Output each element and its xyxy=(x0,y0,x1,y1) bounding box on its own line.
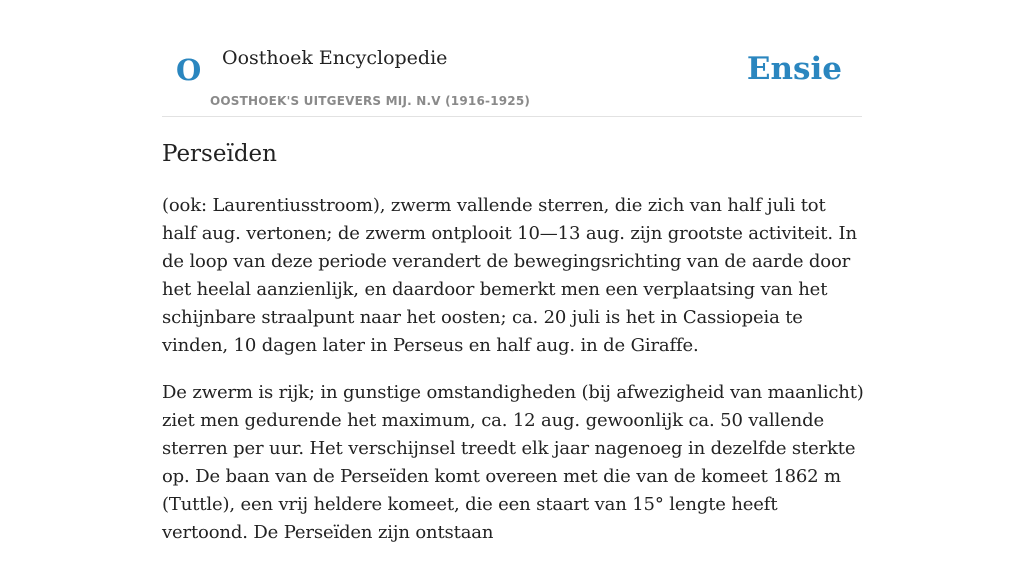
ensie-brand-link[interactable]: Ensie xyxy=(746,51,842,87)
publisher-subtitle: OOSTHOEK'S UITGEVERS MIJ. N.V (1916-1925) xyxy=(210,94,531,108)
entry-title: Perseïden xyxy=(162,141,277,167)
site-header xyxy=(162,0,862,117)
entry-article xyxy=(162,192,864,566)
article-paragraph: De zwerm is rijk; in gunstige omstandigheden (bij afwezigheid van maanlicht) ziet men gedurende het maximum, ca. 12 aug. gewoonlijk ca. 50 vallende sterren per uur. Het verschijnsel treedt elk jaar nagenoeg in dezelfde sterkte op. De baan van de Perseïden komt overeen met die van de komeet 1862 m (Tuttle), een vrij heldere komeet, die een staart van 15° lengte heeft vertoond. De Perseïden zijn ontstaan xyxy=(162,382,864,543)
site-title[interactable]: Oosthoek Encyclopedie xyxy=(222,47,448,69)
article-paragraph: (ook: Laurentiusstroom), zwerm vallende sterren, die zich van half juli tot half aug. vertonen; de zwerm ontplooit 10—13 aug. zijn grootste activiteit. In de loop van deze periode verandert de bewegingsrichting van de aarde door het heelal aanzienlijk, en daardoor bemerkt men een verplaatsing van het schijnbare straalpunt naar het oosten; ca. 20 juli is het in Cassiopeia te vinden, 10 dagen later in Perseus en half aug. in de Giraffe. xyxy=(162,195,857,356)
logo-icon[interactable]: O xyxy=(176,53,202,87)
